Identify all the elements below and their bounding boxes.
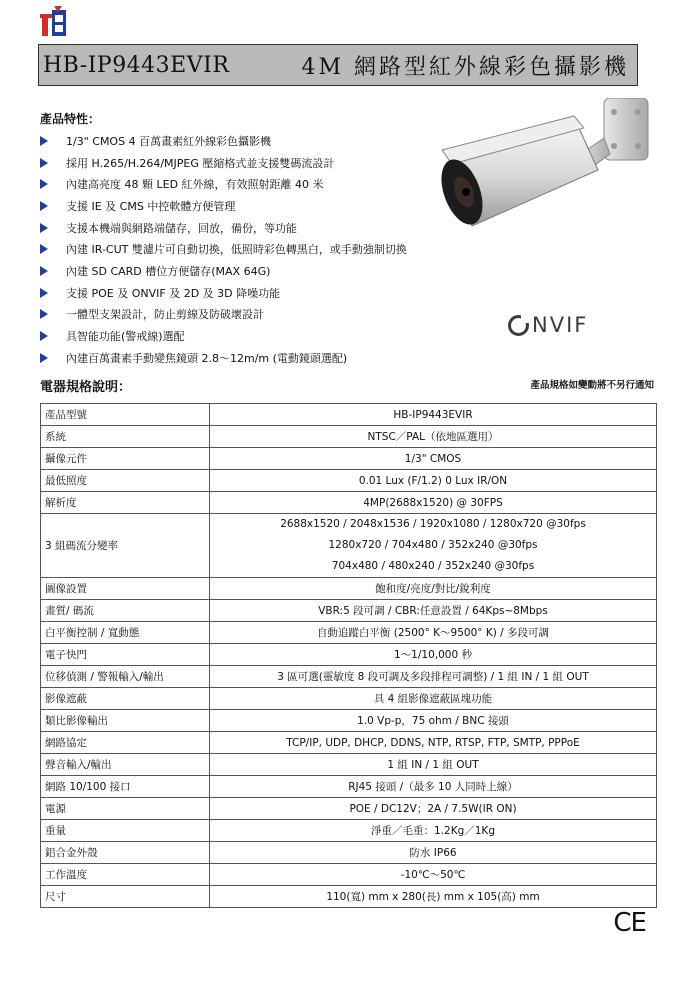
spec-value: 淨重／毛重：1.2Kg／1Kg — [210, 820, 657, 842]
bullet-arrow-icon — [40, 266, 48, 276]
feature-item — [40, 152, 407, 174]
bullet-arrow-icon — [40, 223, 48, 233]
spec-value: 具 4 組影像遮蔽區塊功能 — [210, 688, 657, 710]
feature-text: 1/3" CMOS 4 百萬畫素紅外線彩色攝影機 — [66, 134, 272, 148]
spec-row — [41, 798, 657, 820]
spec-row — [41, 864, 657, 886]
feature-list — [40, 130, 407, 369]
spec-row — [41, 426, 657, 448]
spec-value: 防水 IP66 — [210, 842, 657, 864]
spec-row — [41, 820, 657, 842]
spec-label: 聲音輸入/輸出 — [41, 754, 210, 776]
spec-value: 1.0 Vp-p，75 ohm / BNC 接頭 — [210, 710, 657, 732]
spec-label: 畫質/ 碼流 — [41, 600, 210, 622]
onvif-logo — [508, 313, 588, 337]
spec-value: 3 區可選(靈敏度 8 段可調及多段排程可調整) / 1 組 IN / 1 組 OUT — [210, 666, 657, 688]
bullet-arrow-icon — [40, 353, 48, 363]
spec-value: 0.01 Lux (F/1.2) 0 Lux IR/ON — [210, 470, 657, 492]
spec-row — [41, 600, 657, 622]
camera-image — [428, 98, 664, 238]
spec-value: RJ45 接頭 /（最多 10 人同時上線） — [210, 776, 657, 798]
feature-item — [40, 130, 407, 152]
feature-text: 支援本機端與網路端儲存，回放，備份，等功能 — [66, 221, 297, 235]
spec-label: 網路協定 — [41, 732, 210, 754]
feature-text: 支援 IE 及 CMS 中控軟體方便管理 — [66, 199, 236, 213]
feature-text: 支援 POE 及 ONVIF 及 2D 及 3D 降噪功能 — [66, 286, 281, 300]
spec-row — [41, 886, 657, 908]
spec-value: 1～1/10,000 秒 — [210, 644, 657, 666]
spec-label: 系統 — [41, 426, 210, 448]
spec-label: 位移偵測 / 警報輸入/輸出 — [41, 666, 210, 688]
feature-item — [40, 195, 407, 217]
ce-mark: CE — [613, 908, 646, 938]
spec-label: 解析度 — [41, 492, 210, 514]
spec-label: 網路 10/100 接口 — [41, 776, 210, 798]
spec-row — [41, 754, 657, 776]
bullet-arrow-icon — [40, 201, 48, 211]
feature-item — [40, 325, 407, 347]
spec-value: VBR:5 段可調 / CBR:任意設置 / 64Kps~8Mbps — [210, 600, 657, 622]
spec-value-line: 2688x1520 / 2048x1536 / 1920x1080 / 1280x720 @30fps — [280, 518, 586, 530]
onvif-o-icon — [508, 315, 529, 336]
spec-value: 110(寬) mm x 280(長) mm x 105(高) mm — [210, 886, 657, 908]
feature-text: 一體型支架設計，防止剪線及防破壞設計 — [66, 308, 264, 322]
spec-value-line: 1280x720 / 704x480 / 352x240 @30fps — [328, 539, 538, 551]
features-heading: 產品特性： — [40, 112, 101, 126]
spec-row — [41, 776, 657, 798]
spec-label: 影像遮蔽 — [41, 688, 210, 710]
spec-label: 尺寸 — [41, 886, 210, 908]
spec-row — [41, 470, 657, 492]
bullet-arrow-icon — [40, 309, 48, 319]
spec-row — [41, 404, 657, 426]
spec-row — [41, 666, 657, 688]
spec-label: 電子快門 — [41, 644, 210, 666]
feature-item — [40, 260, 407, 282]
spec-row — [41, 842, 657, 864]
spec-value: NTSC／PAL（依地區選用） — [210, 426, 657, 448]
spec-label: 3 組碼流分變率 — [41, 514, 210, 578]
feature-item — [40, 347, 407, 369]
spec-label: 鋁合金外殼 — [41, 842, 210, 864]
feature-text: 具智能功能(警戒線)選配 — [66, 330, 185, 344]
spec-value: HB-IP9443EVIR — [210, 404, 657, 426]
spec-label: 圖像設置 — [41, 578, 210, 600]
feature-item — [40, 173, 407, 195]
spec-value-group — [210, 514, 657, 578]
spec-row — [41, 644, 657, 666]
spec-value: 自動追蹤白平衡 (2500° K～9500° K) / 多段可調 — [210, 622, 657, 644]
spec-value: 飽和度/亮度/對比/銳利度 — [210, 578, 657, 600]
spec-row — [41, 622, 657, 644]
feature-text: 內建高亮度 48 顆 LED 紅外線，有效照射距離 40 米 — [66, 178, 324, 192]
spec-value: POE / DC12V；2A / 7.5W(IR ON) — [210, 798, 657, 820]
feature-text: 內建 IR-CUT 雙濾片可自動切換，低照時彩色轉黑白，或手動強制切換 — [66, 243, 407, 257]
feature-item — [40, 238, 407, 260]
spec-value: 1/3" CMOS — [210, 448, 657, 470]
spec-row — [41, 688, 657, 710]
specs-heading: 電器規格說明： — [40, 380, 132, 395]
bullet-arrow-icon — [40, 288, 48, 298]
bullet-arrow-icon — [40, 179, 48, 189]
spec-label: 產品型號 — [41, 404, 210, 426]
spec-row — [41, 732, 657, 754]
spec-table — [40, 403, 657, 908]
bullet-arrow-icon — [40, 136, 48, 146]
spec-label: 電源 — [41, 798, 210, 820]
spec-value: -10℃～50℃ — [210, 864, 657, 886]
spec-label: 攝像元件 — [41, 448, 210, 470]
onvif-text: NVIF — [532, 313, 589, 337]
spec-row — [41, 492, 657, 514]
bullet-arrow-icon — [40, 158, 48, 168]
spec-row — [41, 710, 657, 732]
feature-item — [40, 304, 407, 326]
specs-note: 產品規格如變動將不另行通知 — [530, 380, 654, 391]
product-name: 4M 網路型紅外線彩色攝影機 — [301, 54, 629, 80]
feature-item — [40, 282, 407, 304]
spec-row — [41, 578, 657, 600]
feature-text: 內建 SD CARD 槽位方便儲存(MAX 64G) — [66, 264, 271, 278]
feature-item — [40, 217, 407, 239]
model-title: HB-IP9443EVIR — [43, 52, 230, 78]
feature-text: 採用 H.265/H.264/MJPEG 壓縮格式並支援雙碼流設計 — [66, 156, 335, 170]
title-bar — [38, 44, 638, 86]
spec-row — [41, 514, 657, 578]
bullet-arrow-icon — [40, 244, 48, 254]
spec-label: 重量 — [41, 820, 210, 842]
brand-logo — [40, 6, 70, 38]
spec-value: 4MP(2688x1520) @ 30FPS — [210, 492, 657, 514]
spec-value: TCP/IP, UDP, DHCP, DDNS, NTP, RTSP, FTP, SMTP, PPPoE — [210, 732, 657, 754]
spec-label: 工作溫度 — [41, 864, 210, 886]
spec-label: 最低照度 — [41, 470, 210, 492]
spec-row — [41, 448, 657, 470]
bullet-arrow-icon — [40, 331, 48, 341]
spec-label: 白平衡控制 / 寬動態 — [41, 622, 210, 644]
feature-text: 內建百萬畫素手動變焦鏡頭 2.8～12m/m (電動鏡頭選配) — [66, 351, 348, 365]
spec-label: 類比影像輸出 — [41, 710, 210, 732]
spec-value: 1 組 IN / 1 組 OUT — [210, 754, 657, 776]
spec-value-line: 704x480 / 480x240 / 352x240 @30fps — [331, 560, 535, 572]
